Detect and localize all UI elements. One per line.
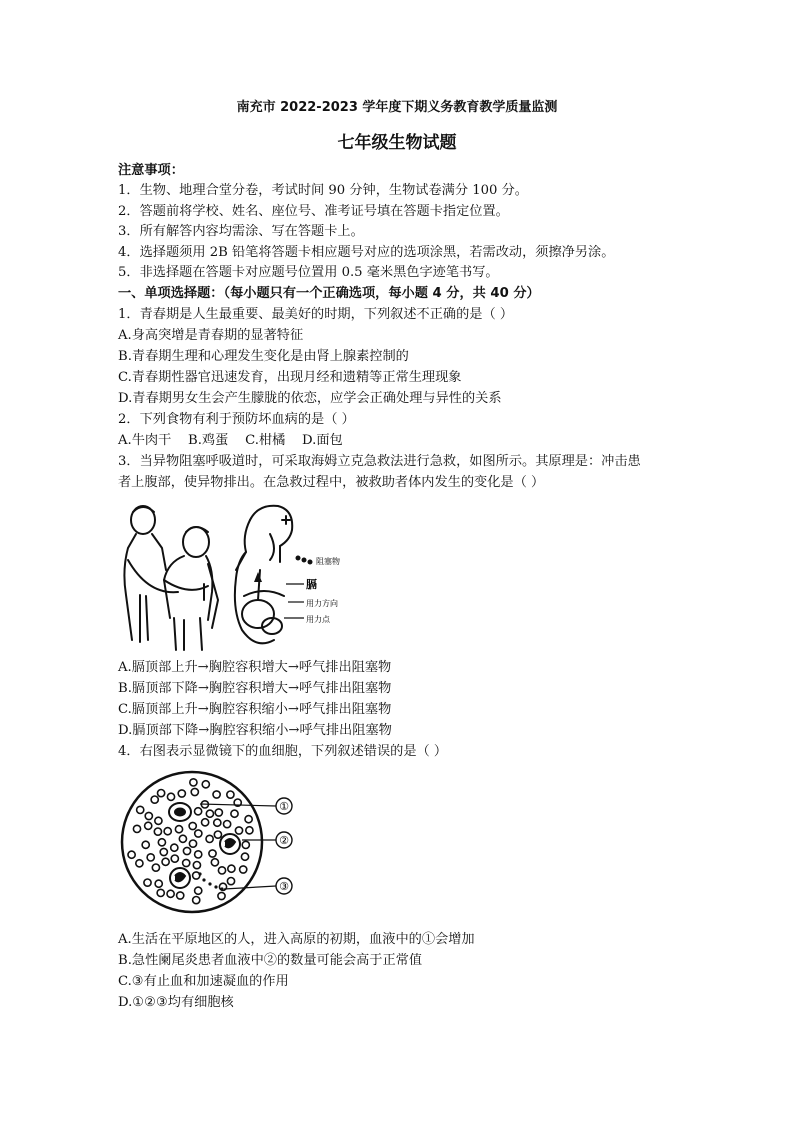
figure-label-force-direction: 用力方向 bbox=[306, 599, 338, 608]
red-blood-cell-dot bbox=[193, 897, 200, 904]
red-blood-cell-dot bbox=[147, 854, 154, 861]
red-blood-cell-dot bbox=[213, 791, 220, 798]
red-blood-cell-dot bbox=[162, 858, 169, 865]
question-3-option-a: A.膈顶部上升→胸腔容积增大→呼气排出阻塞物 bbox=[118, 660, 392, 675]
question-4-option-d: D.①②③均有细胞核 bbox=[118, 995, 234, 1010]
red-blood-cell-dot bbox=[240, 866, 247, 873]
red-blood-cell-dot bbox=[154, 828, 161, 835]
red-blood-cell-dot bbox=[178, 790, 185, 797]
red-blood-cell-dot bbox=[214, 819, 221, 826]
heimlich-figure bbox=[118, 500, 358, 652]
red-blood-cell-dot bbox=[193, 872, 200, 879]
red-blood-cell-dot bbox=[167, 890, 174, 897]
question-4-stem: 4．右图表示显微镜下的血细胞，下列叙述错误的是（ ） bbox=[118, 744, 448, 759]
red-blood-cell-dot bbox=[190, 779, 197, 786]
red-blood-cell-dot bbox=[189, 840, 196, 847]
red-blood-cell-dot bbox=[218, 892, 225, 899]
red-blood-cell-dot bbox=[195, 808, 202, 815]
red-blood-cell-dot bbox=[242, 841, 249, 848]
red-blood-cell-dot bbox=[202, 819, 209, 826]
figure-label-force-point: 用力点 bbox=[306, 615, 330, 624]
red-blood-cell-dot bbox=[160, 848, 167, 855]
red-blood-cell-dot bbox=[175, 826, 182, 833]
red-blood-cell-dot bbox=[167, 793, 174, 800]
red-blood-cell-dot bbox=[157, 889, 164, 896]
figure-label-diaphragm: 膈 bbox=[306, 578, 317, 591]
red-blood-cell-dot bbox=[158, 839, 165, 846]
question-4-option-c: C.③有止血和加速凝血的作用 bbox=[118, 974, 289, 989]
heimlich-illustration bbox=[118, 500, 358, 652]
question-4-option-b: B.急性阑尾炎患者血液中②的数量可能会高于正常值 bbox=[118, 953, 423, 968]
question-1-option-b: B.青春期生理和心理发生变化是由肾上腺素控制的 bbox=[118, 349, 409, 364]
red-blood-cell-dot bbox=[211, 859, 218, 866]
red-blood-cell-dot bbox=[164, 828, 171, 835]
question-1-option-c: C.青春期性器官迅速发育，出现月经和遗精等正常生理现象 bbox=[118, 370, 462, 385]
red-blood-cell-dot bbox=[144, 879, 151, 886]
red-blood-cell-dot bbox=[246, 827, 253, 834]
red-blood-cell-dot bbox=[227, 791, 234, 798]
red-blood-cell-dot bbox=[241, 853, 248, 860]
red-blood-cell-dot bbox=[191, 788, 198, 795]
red-blood-cell-dot bbox=[179, 835, 186, 842]
notes-heading: 注意事项： bbox=[118, 163, 184, 178]
question-3-stem-line-2: 者上腹部，使异物排出。在急救过程中，被救助者体内发生的变化是（ ） bbox=[118, 475, 545, 490]
red-blood-cell-dot bbox=[206, 810, 213, 817]
red-blood-cell-dot bbox=[145, 822, 152, 829]
red-blood-cell-dot bbox=[195, 851, 202, 858]
red-blood-cell-dot bbox=[137, 806, 144, 813]
question-3-option-b: B.膈顶部下降→胸腔容积增大→呼气排出阻塞物 bbox=[118, 681, 392, 696]
red-blood-cell-dot bbox=[136, 860, 143, 867]
red-blood-cell-dot bbox=[195, 887, 202, 894]
label-white-blood-cell: ② bbox=[279, 834, 289, 847]
question-2-stem: 2．下列食物有利于预防坏血病的是（ ） bbox=[118, 412, 355, 427]
red-blood-cell-dot bbox=[142, 841, 149, 848]
note-item: 1．生物、地理合堂分卷，考试时间 90 分钟，生物试卷满分 100 分。 bbox=[118, 183, 528, 198]
red-blood-cell-dot bbox=[202, 781, 209, 788]
red-blood-cell-dot bbox=[189, 822, 196, 829]
question-4-option-a: A.生活在平原地区的人，进入高原的初期，血液中的①会增加 bbox=[118, 932, 475, 947]
label-red-blood-cell: ① bbox=[279, 800, 289, 813]
red-blood-cell-dot bbox=[177, 892, 184, 899]
red-blood-cell-dot bbox=[214, 831, 221, 838]
red-blood-cell-dot bbox=[218, 867, 225, 874]
question-3-stem-line-1: 3．当异物阻塞呼吸道时，可采取海姆立克急救法进行急救，如图所示。其原理是：冲击患 bbox=[118, 454, 641, 469]
red-blood-cell-dot bbox=[209, 850, 216, 857]
question-1-stem: 1．青春期是人生最重要、最美好的时期，下列叙述不正确的是（ ） bbox=[118, 307, 514, 322]
red-blood-cell-dot bbox=[133, 825, 140, 832]
exam-subtitle: 南充市 2022-2023 学年度下期义务教育教学质量监测 bbox=[236, 100, 558, 115]
figure-label-obstruction: 阻塞物 bbox=[316, 557, 340, 566]
red-blood-cell-dot bbox=[145, 812, 152, 819]
blood-cell-figure bbox=[118, 770, 308, 918]
red-blood-cell-dot bbox=[193, 862, 200, 869]
red-blood-cell-dot bbox=[228, 865, 235, 872]
red-blood-cell-dot bbox=[224, 821, 231, 828]
red-blood-cell-dot bbox=[128, 851, 135, 858]
question-1-option-d: D.青春期男女生会产生朦胧的依恋，应学会正确处理与异性的关系 bbox=[118, 391, 502, 406]
question-2-options: A.牛肉干 B.鸡蛋 C.柑橘 D.面包 bbox=[118, 433, 343, 448]
question-3-option-c: C.膈顶部上升→胸腔容积缩小→呼气排出阻塞物 bbox=[118, 702, 392, 717]
red-blood-cell-dot bbox=[155, 817, 162, 824]
exam-title: 七年级生物试题 bbox=[337, 133, 457, 153]
note-item: 4．选择题须用 2B 铅笔将答题卡相应题号对应的选项涂黑，若需改动，须擦净另涂。 bbox=[118, 245, 615, 260]
red-blood-cell-dot bbox=[206, 835, 213, 842]
note-item: 2．答题前将学校、姓名、座位号、准考证号填在答题卡指定位置。 bbox=[118, 204, 509, 219]
label-platelet: ③ bbox=[279, 880, 289, 893]
section-heading: 一、单项选择题：（每小题只有一个正确选项，每小题 4 分，共 40 分） bbox=[118, 286, 540, 301]
red-blood-cell-dot bbox=[151, 796, 158, 803]
question-3-option-d: D.膈顶部下降→胸腔容积缩小→呼气排出阻塞物 bbox=[118, 723, 392, 738]
question-1-option-a: A.身高突增是青春期的显著特征 bbox=[118, 328, 304, 343]
red-blood-cell-dot bbox=[235, 827, 242, 834]
blood-cell-micrograph bbox=[118, 770, 308, 918]
note-item: 3．所有解答内容均需涂、写在答题卡上。 bbox=[118, 224, 364, 239]
red-blood-cell-dot bbox=[171, 844, 178, 851]
red-blood-cell-dot bbox=[183, 847, 190, 854]
red-blood-cell-dot bbox=[155, 880, 162, 887]
red-blood-cell-dot bbox=[183, 859, 190, 866]
red-blood-cell-dot bbox=[215, 809, 222, 816]
red-blood-cell-dot bbox=[171, 855, 178, 862]
red-blood-cell-dot bbox=[231, 810, 238, 817]
red-blood-cell-dot bbox=[245, 816, 252, 823]
red-blood-cell-dot bbox=[195, 830, 202, 837]
red-blood-cell-dot bbox=[158, 790, 165, 797]
note-item: 5．非选择题在答题卡对应题号位置用 0.5 毫米黑色字迹笔书写。 bbox=[118, 265, 499, 280]
red-blood-cell-dot bbox=[227, 878, 234, 885]
red-blood-cell-dot bbox=[152, 864, 159, 871]
